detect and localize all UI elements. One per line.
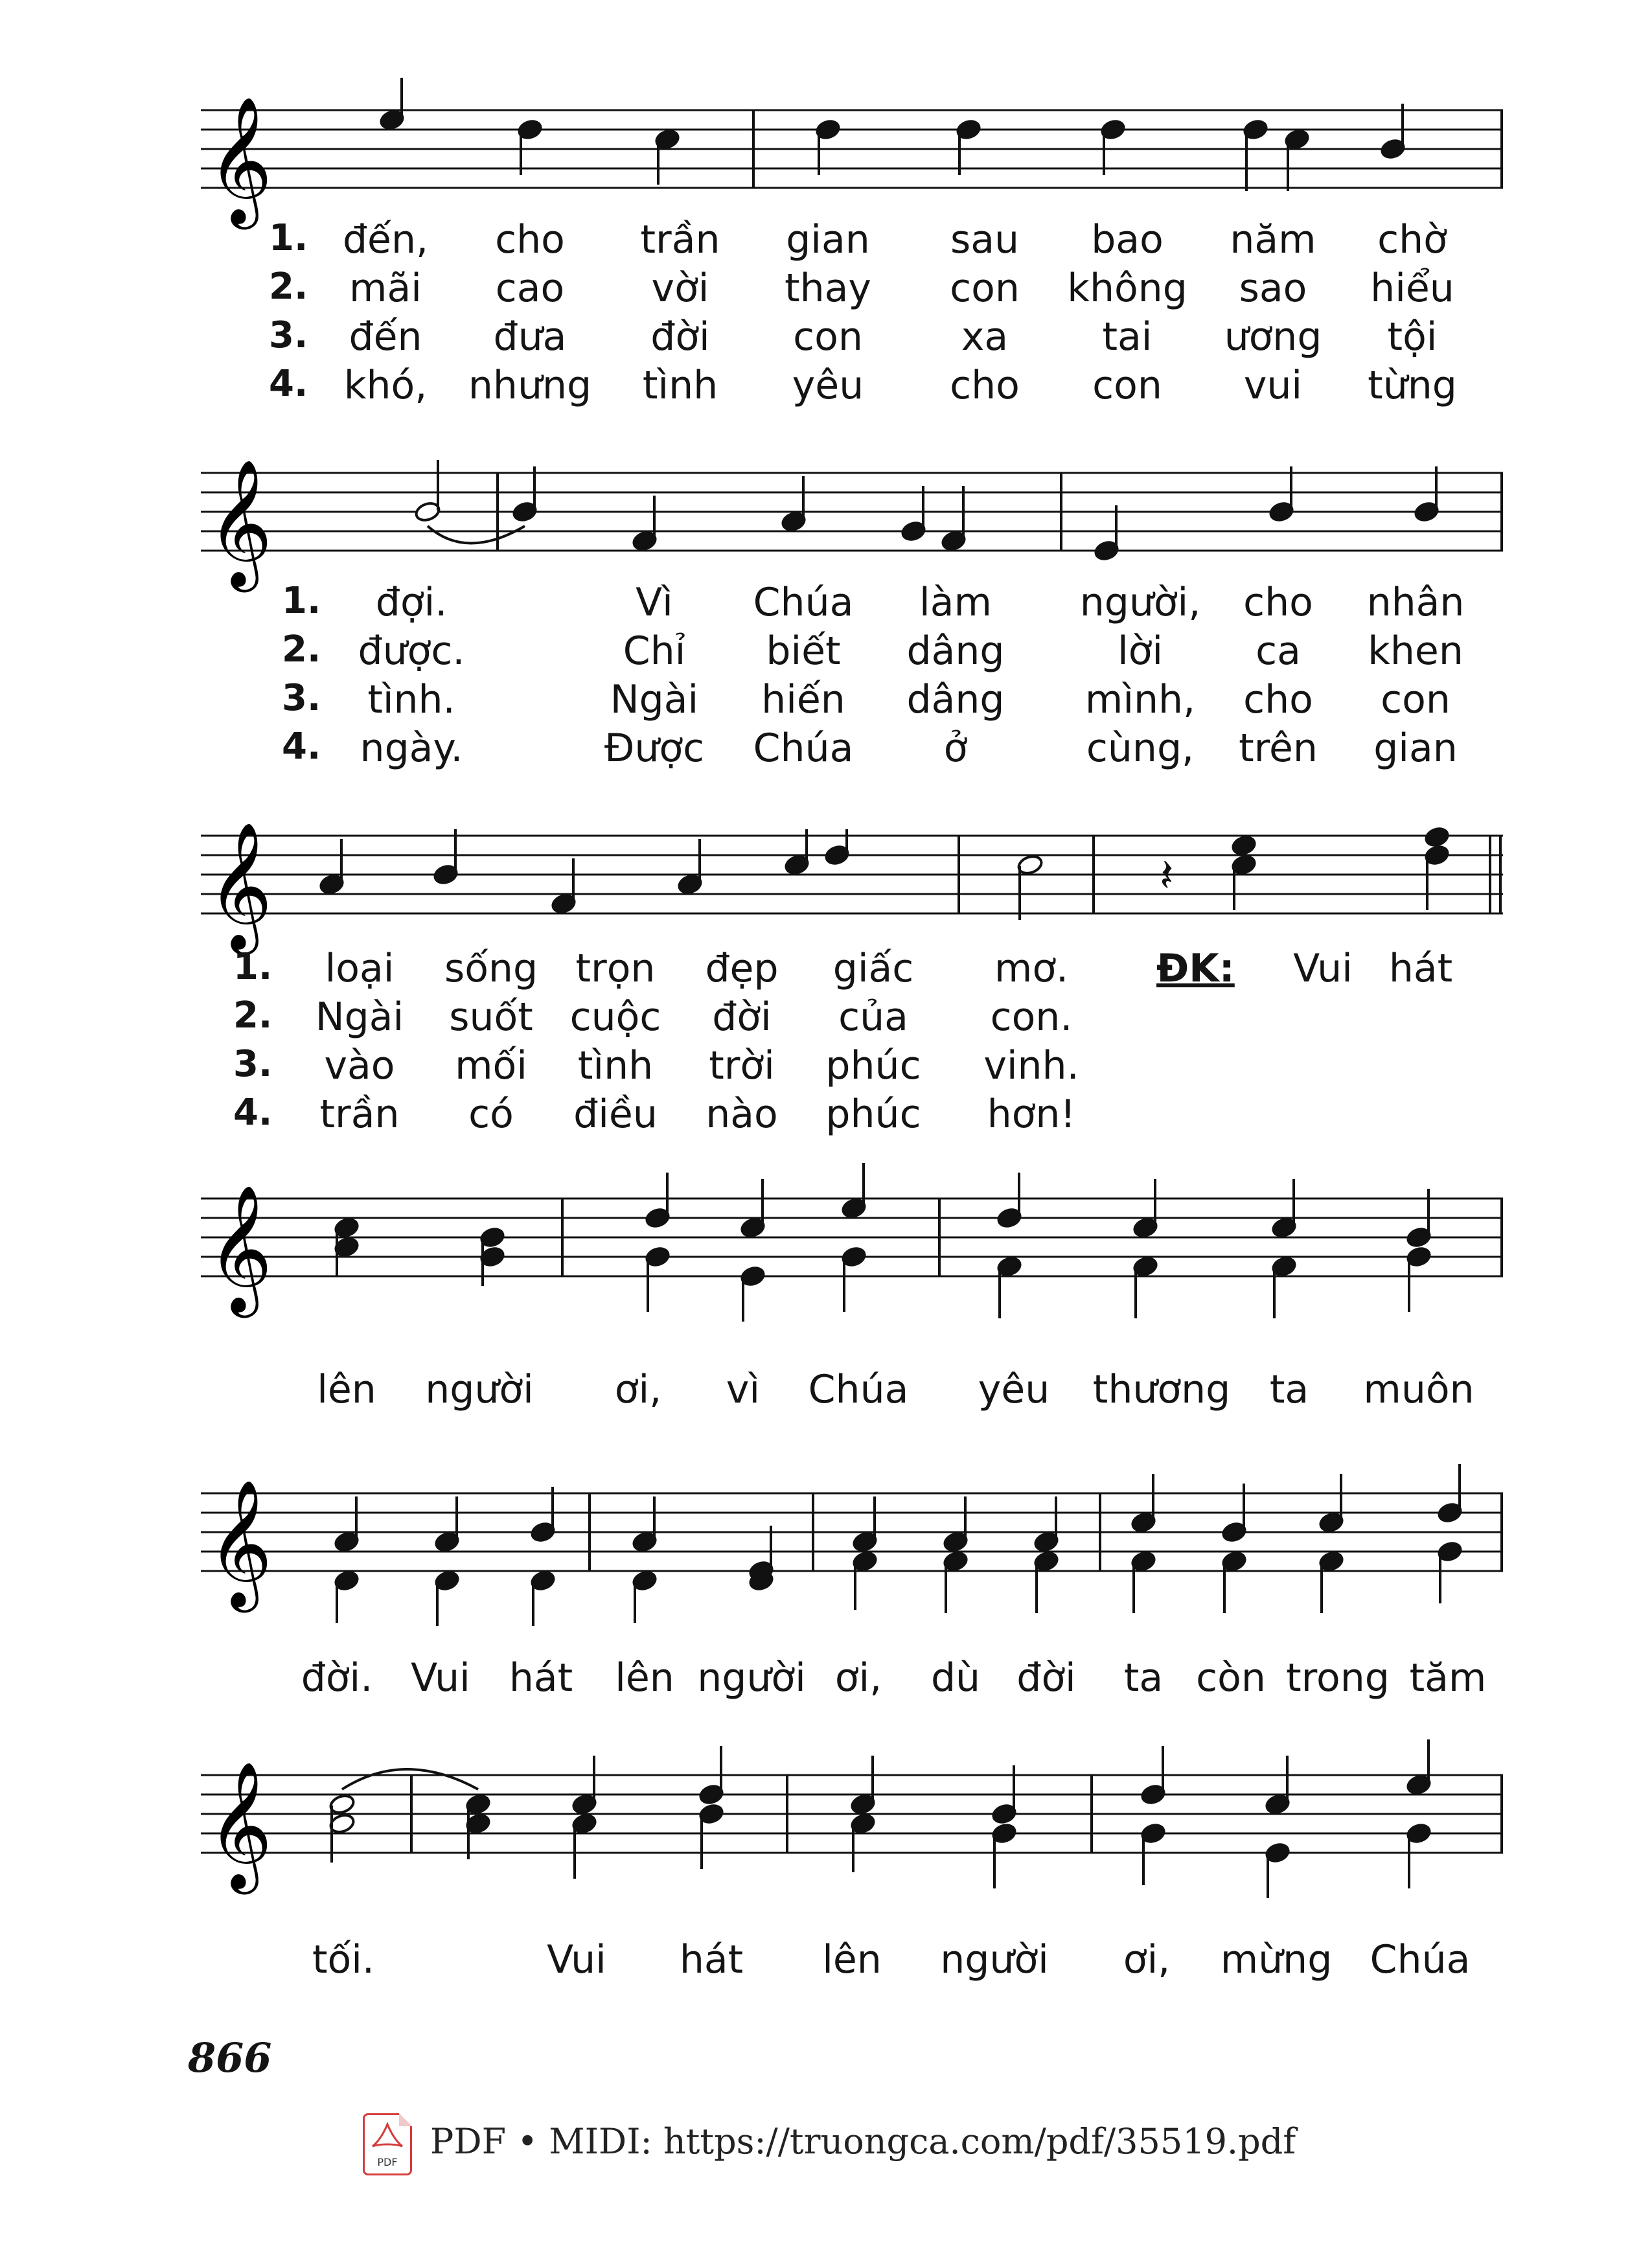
lyric-syllable: ơi, xyxy=(1123,1937,1171,1982)
lyric-syllable: làm xyxy=(919,580,992,625)
staff-4 xyxy=(188,1166,1503,1335)
lyric-syllable: không xyxy=(1067,266,1187,311)
lyric-syllable: đời. xyxy=(301,1655,373,1701)
staff-5 xyxy=(188,1461,1503,1629)
treble-clef-icon: 𝄞 xyxy=(207,1479,273,1607)
lyric-syllable: mãi xyxy=(349,266,422,311)
lyric-syllable: hát xyxy=(1388,946,1453,991)
treble-clef-icon: 𝄞 xyxy=(207,1761,273,1889)
lyric-syllable: tối. xyxy=(312,1937,374,1982)
lyric-syllable: con xyxy=(950,266,1020,311)
page-number: 866 xyxy=(188,2034,272,2081)
lyric-syllable: Ngài xyxy=(315,994,404,1040)
lyric-syllable: cuộc xyxy=(569,994,661,1040)
verse-number: 1. xyxy=(282,580,321,622)
lyric-syllable: cao xyxy=(495,266,565,311)
lyric-syllable: đời xyxy=(650,314,710,360)
lyric-syllable: đưa xyxy=(493,314,567,360)
lyric-syllable: ơi, xyxy=(834,1655,882,1701)
lyric-syllable: đến xyxy=(349,314,422,360)
verse-number: 4. xyxy=(233,1092,273,1134)
lyric-line xyxy=(188,1937,1503,1986)
lyric-syllable: người xyxy=(425,1367,534,1412)
treble-clef-icon: 𝄞 xyxy=(207,96,273,224)
lyric-syllable: phúc xyxy=(825,1092,921,1137)
lyric-syllable: lên xyxy=(317,1367,376,1412)
verse-number: 2. xyxy=(233,994,273,1037)
lyric-syllable: đời xyxy=(712,994,772,1040)
lyric-syllable: biết xyxy=(766,628,841,674)
lyric-syllable: vui xyxy=(1243,363,1303,408)
lyric-syllable: đẹp xyxy=(705,946,779,991)
verse-line xyxy=(188,994,1503,1044)
lyric-syllable: ngày. xyxy=(360,726,463,771)
verse-number: 3. xyxy=(269,314,308,356)
lyric-syllable: khen xyxy=(1368,628,1463,674)
verse-line xyxy=(188,580,1503,629)
tie-mark xyxy=(428,526,525,544)
lyric-syllable: có xyxy=(468,1092,514,1137)
lyric-syllable: sao xyxy=(1239,266,1307,311)
lyric-syllable: con xyxy=(1381,677,1451,722)
lyric-syllable: từng xyxy=(1368,363,1457,408)
lyric-syllable: ta xyxy=(1123,1655,1164,1701)
lyric-syllable: lời xyxy=(1117,628,1164,674)
verse-line xyxy=(188,726,1503,775)
lyric-syllable: trời xyxy=(709,1043,775,1088)
lyric-syllable: ca xyxy=(1256,628,1301,674)
lyric-syllable: hát xyxy=(509,1655,573,1701)
verse-number: 1. xyxy=(233,946,273,988)
lyric-syllable: đời xyxy=(1016,1655,1076,1701)
lyric-syllable: ương xyxy=(1224,314,1322,360)
lyric-syllable: tình xyxy=(577,1043,654,1088)
lyric-syllable: cho xyxy=(950,363,1020,408)
lyric-syllable: loại xyxy=(325,946,395,991)
lyric-syllable: tăm xyxy=(1409,1655,1487,1701)
lyric-syllable: mơ. xyxy=(994,946,1069,991)
lyric-syllable: Chúa xyxy=(753,726,854,771)
lyric-syllable: đợi. xyxy=(375,580,448,625)
refrain-marker: ĐK: xyxy=(1156,946,1235,991)
verse-line xyxy=(188,266,1503,315)
lyric-syllable: mình, xyxy=(1084,677,1196,722)
verse-line xyxy=(188,1092,1503,1141)
lyric-line xyxy=(188,1655,1503,1704)
lyric-syllable: Được xyxy=(604,726,705,771)
lyric-syllable: ta xyxy=(1269,1367,1309,1412)
lyric-syllable: gian xyxy=(786,217,870,262)
lyric-syllable: hiểu xyxy=(1370,266,1454,311)
lyric-syllable: người, xyxy=(1079,580,1201,625)
lyric-syllable: của xyxy=(838,994,908,1040)
lyric-syllable: mừng xyxy=(1220,1937,1333,1982)
lyric-syllable: xa xyxy=(961,314,1009,360)
lyric-syllable: yêu xyxy=(978,1367,1050,1412)
treble-clef-icon: 𝄞 xyxy=(207,459,273,587)
lyric-syllable: thương xyxy=(1092,1367,1231,1412)
lyric-syllable: người xyxy=(697,1655,806,1701)
lyric-syllable: Chúa xyxy=(808,1367,909,1412)
verse-number: 1. xyxy=(269,217,308,259)
verse-number: 4. xyxy=(282,726,321,768)
lyric-syllable: khó, xyxy=(343,363,428,408)
verse-line xyxy=(188,946,1503,995)
lyric-syllable: bao xyxy=(1091,217,1164,262)
lyric-syllable: vinh. xyxy=(983,1043,1079,1088)
lyric-syllable: sống xyxy=(444,946,538,991)
lyric-syllable: dâng xyxy=(906,628,1005,674)
lyric-syllable: suốt xyxy=(449,994,533,1040)
lyric-syllable: con xyxy=(1092,363,1162,408)
lyric-syllable: lên xyxy=(615,1655,674,1701)
lyric-syllable: trong xyxy=(1286,1655,1390,1701)
lyric-syllable: dâng xyxy=(906,677,1005,722)
lyric-syllable: được. xyxy=(358,628,465,674)
verse-number: 4. xyxy=(269,363,308,405)
lyric-syllable: lên xyxy=(822,1937,882,1982)
verse-number: 2. xyxy=(282,628,321,671)
lyric-syllable: tai xyxy=(1102,314,1153,360)
lyric-syllable: ơi, xyxy=(614,1367,662,1412)
lyric-line xyxy=(188,1367,1503,1416)
lyric-syllable: Ngài xyxy=(610,677,699,722)
lyric-syllable: người xyxy=(940,1937,1049,1982)
lyric-syllable: giấc xyxy=(832,946,914,991)
lyric-syllable: nào xyxy=(706,1092,778,1137)
lyric-syllable: Vui xyxy=(411,1655,470,1701)
lyric-syllable: nhân xyxy=(1366,580,1465,625)
footer-text[interactable]: PDF • MIDI: https://truongca.com/pdf/35519.pdf xyxy=(430,2121,1296,2162)
lyric-syllable: tình xyxy=(642,363,718,408)
lyric-syllable: dù xyxy=(930,1655,981,1701)
lyric-syllable: sau xyxy=(950,217,1020,262)
lyric-syllable: trần xyxy=(640,217,720,262)
verse-line xyxy=(188,677,1503,726)
lyric-syllable: chờ xyxy=(1377,217,1447,262)
verse-number: 3. xyxy=(282,677,321,719)
lyric-syllable: vào xyxy=(324,1043,395,1088)
lyric-syllable: Chúa xyxy=(753,580,854,625)
verse-line xyxy=(188,217,1503,266)
lyric-syllable: Chúa xyxy=(1370,1937,1471,1982)
lyric-syllable: ở xyxy=(943,726,968,771)
lyric-syllable: hiến xyxy=(761,677,845,722)
verse-line xyxy=(188,363,1503,412)
lyric-syllable: muôn xyxy=(1363,1367,1474,1412)
lyric-syllable: cùng, xyxy=(1086,726,1195,771)
lyric-syllable: vì xyxy=(726,1367,761,1412)
verse-line xyxy=(188,314,1503,363)
lyric-syllable: tội xyxy=(1387,314,1438,360)
lyric-syllable: phúc xyxy=(825,1043,921,1088)
lyric-syllable: thay xyxy=(785,266,871,311)
verse-number: 2. xyxy=(269,266,308,308)
lyric-syllable: Chỉ xyxy=(623,628,686,674)
lyric-syllable: con xyxy=(793,314,863,360)
lyric-syllable: nhưng xyxy=(468,363,592,408)
lyric-syllable: Vui xyxy=(547,1937,606,1982)
lyric-syllable: Vui xyxy=(1293,946,1353,991)
lyric-syllable: điều xyxy=(573,1092,658,1137)
lyric-syllable: cho xyxy=(495,217,565,262)
lyric-syllable: con. xyxy=(990,994,1073,1040)
lyric-syllable: vời xyxy=(651,266,709,311)
lyric-syllable: Vì xyxy=(636,580,673,625)
lyric-syllable: trên xyxy=(1239,726,1318,771)
lyric-syllable: trần xyxy=(319,1092,400,1137)
quarter-rest-icon: 𝄽 xyxy=(1160,849,1174,902)
verse-number: 3. xyxy=(233,1043,273,1085)
pdf-file-icon xyxy=(363,2113,412,2175)
lyric-syllable: gian xyxy=(1373,726,1458,771)
treble-clef-icon: 𝄞 xyxy=(207,1184,273,1313)
lyric-syllable: mối xyxy=(455,1043,527,1088)
lyric-syllable: còn xyxy=(1196,1655,1266,1701)
lyric-syllable: hơn! xyxy=(987,1092,1076,1137)
verse-line xyxy=(188,1043,1503,1092)
lyric-syllable: trọn xyxy=(575,946,656,991)
lyric-syllable: hát xyxy=(679,1937,744,1982)
verse-line xyxy=(188,628,1503,678)
lyric-syllable: yêu xyxy=(792,363,864,408)
lyric-syllable: năm xyxy=(1230,217,1316,262)
lyric-syllable: cho xyxy=(1243,580,1313,625)
pdf-icon-label: PDF xyxy=(377,2156,398,2168)
staff-6 xyxy=(188,1743,1503,1911)
lyric-syllable: đến, xyxy=(342,217,429,262)
lyric-syllable: cho xyxy=(1243,677,1313,722)
lyric-syllable: tình. xyxy=(367,677,455,722)
treble-clef-icon: 𝄞 xyxy=(207,821,273,950)
